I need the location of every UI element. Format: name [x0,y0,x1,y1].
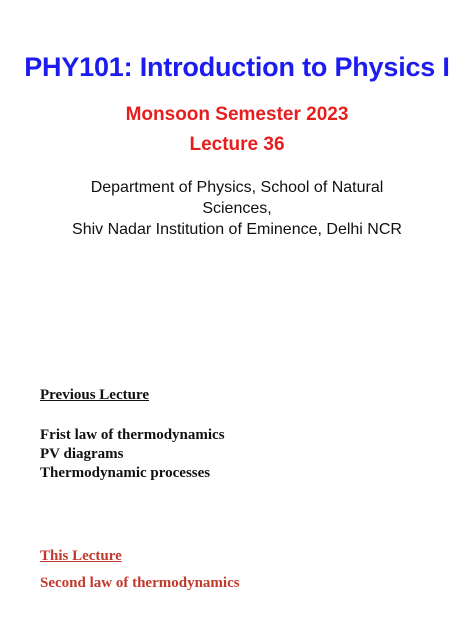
department-line: Sciences, [202,200,272,217]
this-lecture-item: Second law of thermodynamics [40,575,240,591]
course-title: PHY101: Introduction to Physics I [24,52,450,82]
previous-lecture-heading: Previous Lecture [40,387,150,403]
lecture-number: Lecture 36 [189,134,285,155]
department-line: Department of Physics, School of Natural [90,179,384,196]
list-item: PV diagrams [40,446,124,462]
department-info [0,177,474,240]
department-line: Shiv Nadar Institution of Eminence, Delhi NCR [72,221,402,238]
this-lecture-heading: This Lecture [40,548,122,564]
previous-lecture-list [40,426,225,483]
list-item: Thermodynamic processes [40,465,211,481]
list-item: Frist law of thermodynamics [40,427,225,443]
semester-label: Monsoon Semester 2023 [125,104,349,125]
